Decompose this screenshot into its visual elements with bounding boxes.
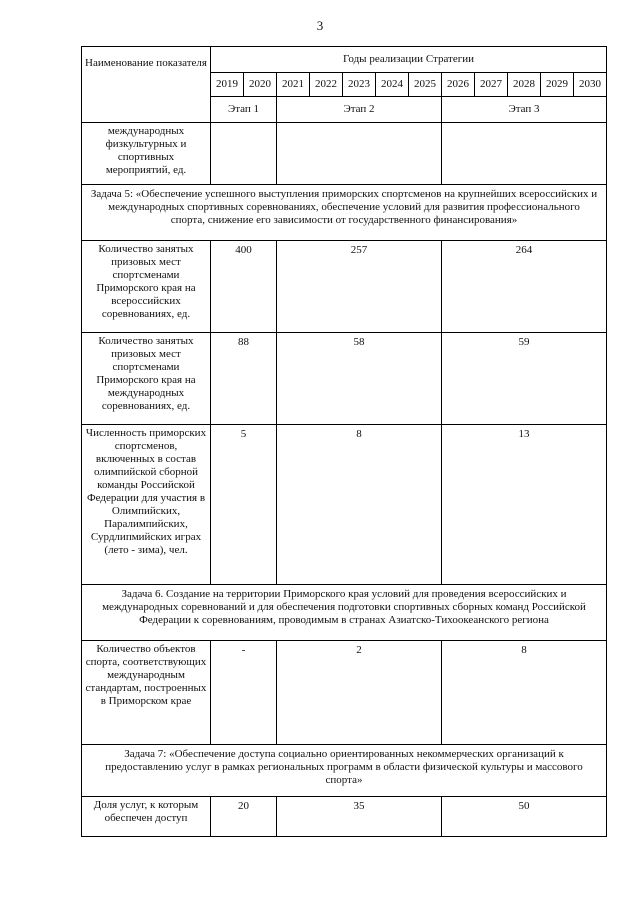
table-row — [82, 425, 607, 585]
year-header: 2021 — [277, 73, 310, 97]
stage-1-value — [211, 123, 277, 185]
year-header: 2023 — [343, 73, 376, 97]
stage-2-value: 2 — [277, 641, 442, 745]
years-header: Годы реализации Стратегии — [211, 47, 607, 73]
stage-2-header: Этап 2 — [277, 97, 442, 123]
indicator-name: Количество объектов спорта, соответствующих международным стандартам, построенных в Приморском крае — [82, 641, 211, 745]
indicator-name: Количество занятых призовых мест спортсменами Приморского края на всероссийских соревнованиях, ед. — [82, 241, 211, 333]
indicator-name: международных физкультурных и спортивных мероприятий, ед. — [82, 123, 211, 185]
stage-1-header: Этап 1 — [211, 97, 277, 123]
table-row — [82, 333, 607, 425]
year-header: 2019 — [211, 73, 244, 97]
year-header: 2028 — [508, 73, 541, 97]
stage-3-value: 13 — [442, 425, 607, 585]
indicator-name: Количество занятых призовых мест спортсменами Приморского края на международных соревнованиях, ед. — [82, 333, 211, 425]
stage-2-value: 35 — [277, 797, 442, 837]
year-header: 2020 — [244, 73, 277, 97]
stage-3-header: Этап 3 — [442, 97, 607, 123]
stage-3-value: 8 — [442, 641, 607, 745]
table-row — [82, 797, 607, 837]
stage-2-value: 8 — [277, 425, 442, 585]
year-header: 2025 — [409, 73, 442, 97]
stage-2-value: 257 — [277, 241, 442, 333]
stage-2-value: 58 — [277, 333, 442, 425]
task-5-title: Задача 5: «Обеспечение успешного выступления приморских спортсменов на крупнейших всероссийских и международных спортивных соревнованиях, обеспечение условий для развития профессионального спорта, снижение его зависимости от государственного финансирования» — [82, 185, 607, 241]
year-header: 2024 — [376, 73, 409, 97]
indicator-name: Доля услуг, к которым обеспечен доступ — [82, 797, 211, 837]
year-header: 2030 — [574, 73, 607, 97]
stage-1-value: 88 — [211, 333, 277, 425]
strategy-indicators-table — [81, 46, 607, 837]
stage-3-value: 264 — [442, 241, 607, 333]
page-number: 3 — [316, 18, 324, 33]
year-header: 2029 — [541, 73, 574, 97]
year-header: 2022 — [310, 73, 343, 97]
stage-3-value: 59 — [442, 333, 607, 425]
stage-2-value — [277, 123, 442, 185]
task-6-title: Задача 6. Создание на территории Приморского края условий для проведения всероссийских и международных соревнований и для обеспечения подготовки спортивных сборных команд Российской Федерации к соревнованиям, проводимым в странах Азиатско-Тихоокеанского региона — [82, 585, 607, 641]
indicator-name: Численность приморских спортсменов, включенных в состав олимпийской сборной команды Российской Федерации для участия в Олимпийских, Паралимпийских, Сурдлипмийских играх (лето - зима), чел. — [82, 425, 211, 585]
task-7-title: Задача 7: «Обеспечение доступа социально ориентированных некоммерческих организаций к предоставлению услуг в рамках региональных программ в области физической культуры и массового спорта» — [82, 745, 607, 797]
indicator-column-header: Наименование показателя — [82, 47, 211, 123]
table-row — [82, 241, 607, 333]
table-row — [82, 641, 607, 745]
stage-1-value: 5 — [211, 425, 277, 585]
stage-1-value: 400 — [211, 241, 277, 333]
table-row — [82, 123, 607, 185]
stage-3-value — [442, 123, 607, 185]
stage-1-value: 20 — [211, 797, 277, 837]
stage-1-value: - — [211, 641, 277, 745]
stage-3-value: 50 — [442, 797, 607, 837]
year-header: 2026 — [442, 73, 475, 97]
year-header: 2027 — [475, 73, 508, 97]
